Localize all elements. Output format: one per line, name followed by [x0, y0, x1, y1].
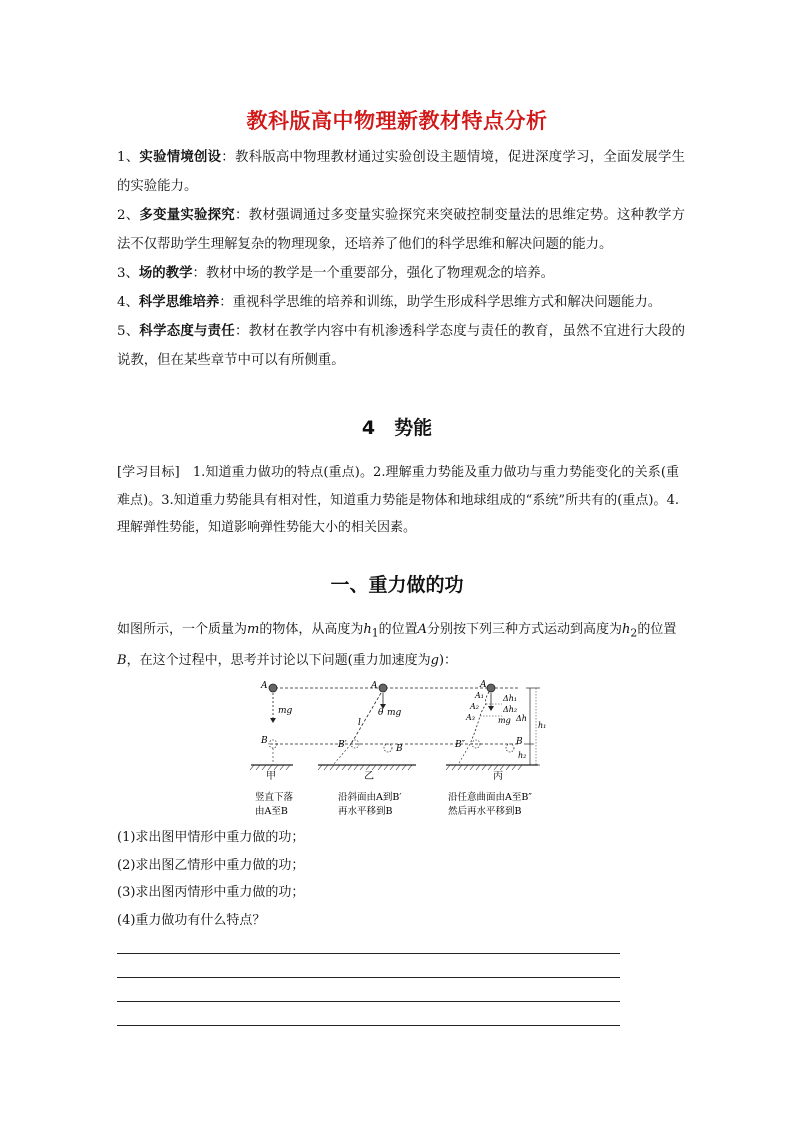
svg-text:沿任意曲面由A至B″: 沿任意曲面由A至B″ — [448, 792, 532, 803]
svg-text:Δh: Δh — [516, 714, 527, 723]
question-3: (3)求出图丙情形中重力做的功； — [117, 885, 305, 900]
intro-item: 3、场的教学：教材中场的教学是一个重要部分，强化了物理观念的培养。 — [117, 265, 555, 281]
svg-text:竖直下落: 竖直下落 — [255, 792, 294, 803]
intro-list — [117, 143, 685, 375]
svg-text:A: A — [371, 681, 378, 691]
svg-text:A₁: A₁ — [475, 691, 484, 700]
question-2: (2)求出图乙情形中重力做的功； — [117, 858, 305, 873]
svg-text:然后再水平移到B: 然后再水平移到B — [448, 806, 522, 817]
svg-text:甲: 甲 — [266, 771, 276, 782]
answer-line[interactable] — [117, 953, 620, 954]
svg-text:θ: θ — [378, 708, 384, 718]
svg-text:h₂: h₂ — [518, 751, 527, 760]
answer-line[interactable] — [117, 1025, 620, 1026]
panel-jia — [250, 681, 294, 817]
panel-yi — [318, 681, 416, 817]
svg-text:由A至B: 由A至B — [255, 806, 288, 817]
svg-text:丙: 丙 — [493, 771, 503, 782]
svg-text:B′: B′ — [338, 740, 347, 750]
svg-text:B: B — [516, 737, 523, 747]
svg-text:A₂: A₂ — [470, 702, 479, 711]
ball-icon — [487, 684, 495, 692]
svg-text:mg: mg — [278, 706, 293, 716]
arrow-icon — [488, 706, 494, 711]
panel-bing — [446, 680, 546, 817]
svg-text:mg: mg — [387, 708, 402, 718]
svg-text:h₁: h₁ — [538, 721, 547, 730]
gravity-work-figure — [248, 676, 554, 822]
svg-text:乙: 乙 — [364, 771, 374, 782]
arrow-icon — [270, 718, 276, 723]
svg-text:mg: mg — [498, 716, 511, 725]
svg-text:Δh₁: Δh₁ — [503, 694, 518, 703]
page-title: 教科版高中物理新教材特点分析 — [246, 109, 548, 133]
learning-goals: [学习目标] 1.知道重力做功的特点(重点)。2.理解重力势能及重力做功与重力势能变化的关系(重难点)。3.知道重力势能具有相对性，知道重力势能是物体和地球组成的“系统”所共有的(重点)。4.理解弹性势能，知道影响弹性势能大小的相关因素。 — [117, 465, 679, 535]
svg-text:B″: B″ — [455, 740, 465, 750]
section-title: 一、重力做的功 — [330, 574, 464, 596]
answer-line[interactable] — [117, 977, 620, 978]
ball-icon — [269, 684, 277, 692]
svg-text:A: A — [480, 680, 487, 690]
intro-item: 1、实验情境创设：教科版高中物理教材通过实验创设主题情境，促进深度学习，全面发展学生的实验能力。 — [117, 149, 685, 194]
svg-text:A: A — [261, 681, 268, 691]
svg-text:A₃: A₃ — [466, 713, 475, 722]
svg-text:B: B — [261, 736, 268, 746]
question-1: (1)求出图甲情形中重力做的功； — [117, 830, 305, 845]
intro-item: 2、多变量实验探究：教材强调通过多变量实验探究来突破控制变量法的思维定势。这种教学方法不仅帮助学生理解复杂的物理现象，还培养了他们的科学思维和解决问题的能力。 — [117, 207, 685, 252]
svg-text:Δh₂: Δh₂ — [503, 705, 518, 714]
svg-text:B: B — [396, 744, 403, 754]
intro-item: 5、科学态度与责任：教材在教学内容中有机渗透科学态度与责任的教育，虽然不宜进行大段的说教，但在某些章节中可以有所侧重。 — [117, 323, 685, 368]
question-4: (4)重力做功有什么特点？ — [117, 913, 266, 928]
problem-statement: 如图所示，一个质量为m的物体，从高度为$h_1$的位置A分别按下列三种方式运动到高度为$h_2$的位置B，在这个过程中，思考并讨论以下问题(重力加速度为g)： — [117, 622, 677, 669]
svg-text:l: l — [358, 718, 361, 728]
svg-text:沿斜面由A到B′: 沿斜面由A到B′ — [338, 792, 402, 803]
svg-text:再水平移到B: 再水平移到B — [338, 806, 393, 817]
answer-line[interactable] — [117, 1001, 620, 1002]
chapter-title: 4 势能 — [361, 417, 433, 439]
ball-icon — [379, 684, 387, 692]
intro-item: 4、科学思维培养：重视科学思维的培养和训练，助学生形成科学思维方式和解决问题能力。 — [117, 294, 662, 310]
